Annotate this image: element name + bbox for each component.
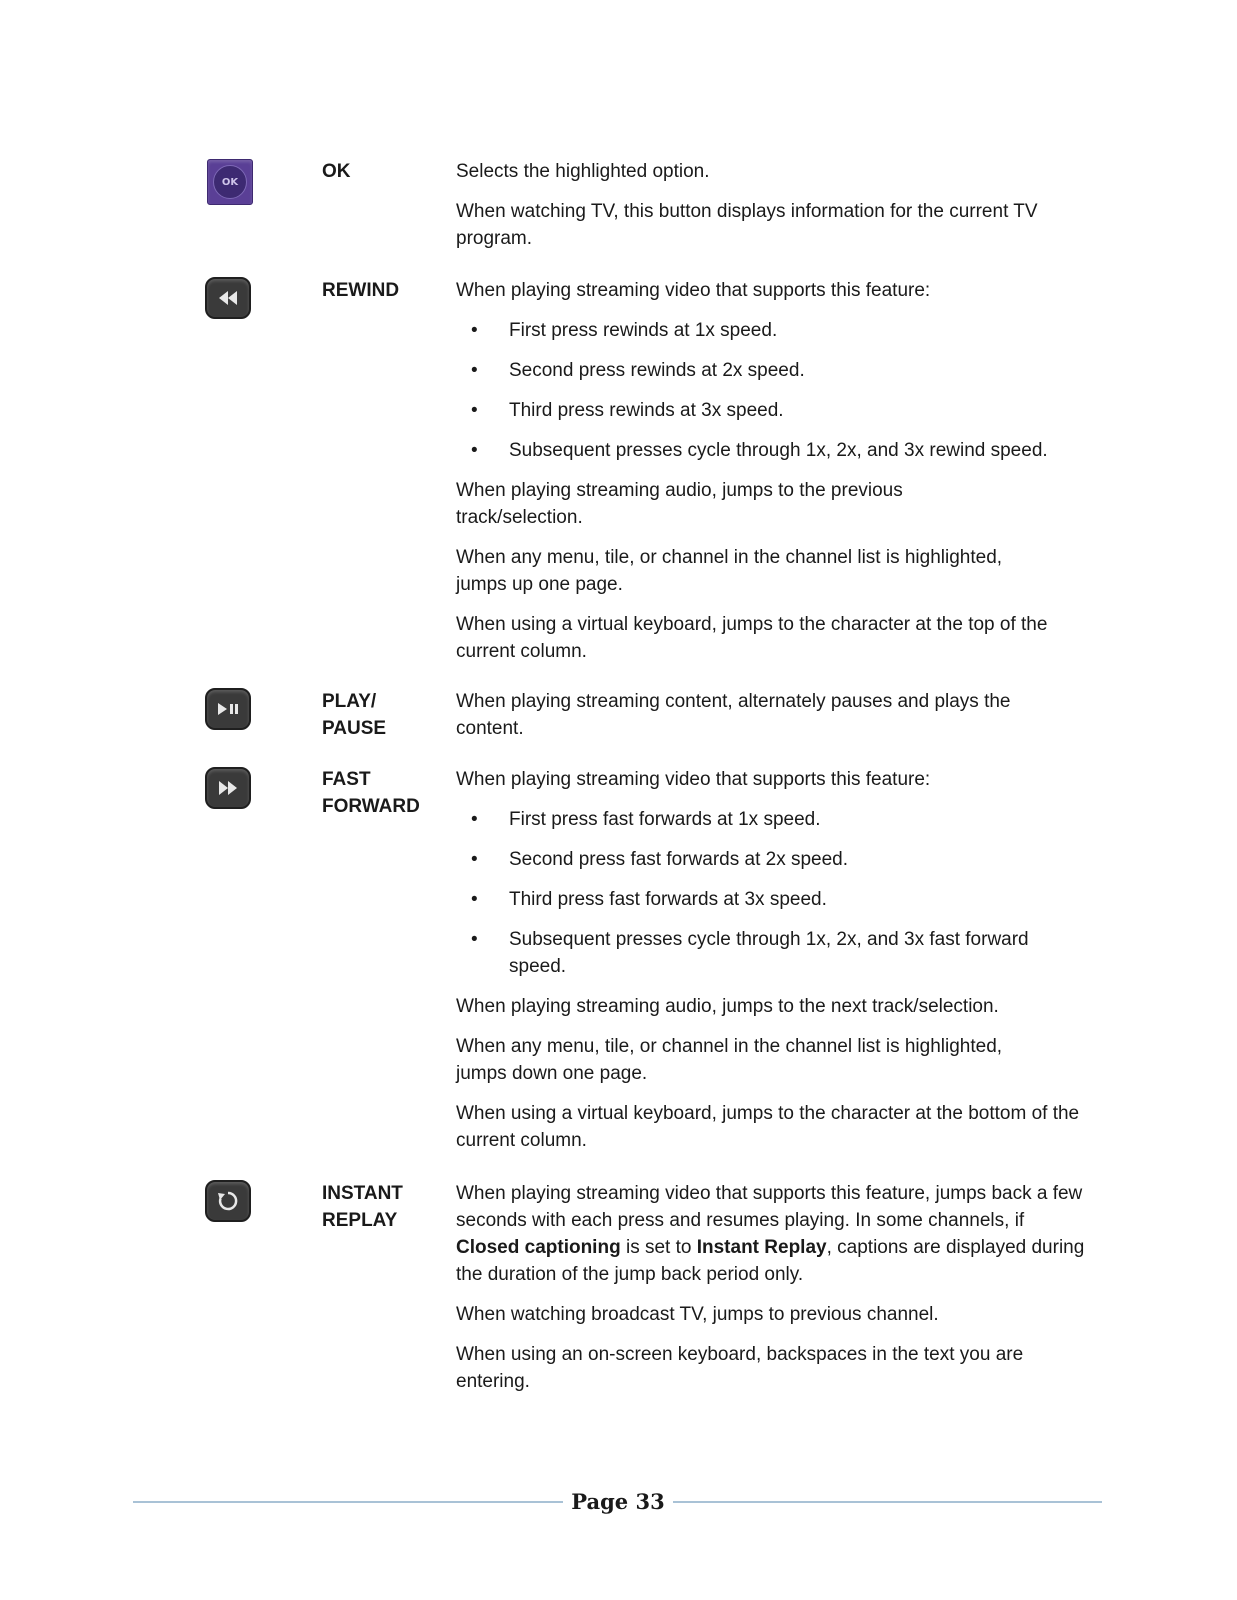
entry-description: [456, 766, 1091, 1167]
label-line: INSTANT: [322, 1183, 403, 1204]
list-item: • Second press fast forwards at 2x speed.: [456, 846, 1091, 873]
list-item: • Third press fast forwards at 3x speed.: [456, 886, 1091, 913]
label-line: PLAY/: [322, 691, 377, 712]
list-item: • Subsequent presses cycle through 1x, 2x, and 3x rewind speed.: [456, 437, 1091, 464]
paragraph: When using an on-screen keyboard, backspaces in the text you are entering.: [456, 1344, 1024, 1392]
paragraph: When watching broadcast TV, jumps to previous channel.: [456, 1304, 939, 1325]
paragraph: When any menu, tile, or channel in the channel list is highlighted, jumps down one page.: [456, 1036, 1003, 1084]
paragraph: When any menu, tile, or channel in the channel list is highlighted, jumps up one page.: [456, 547, 1003, 595]
paragraph: When playing streaming video that supports this feature:: [456, 769, 931, 790]
entry-description: [456, 277, 1091, 678]
bold-text: Closed captioning: [456, 1237, 621, 1258]
paragraph: When watching TV, this button displays information for the current TV program.: [456, 201, 1038, 249]
entry-label: OK: [322, 161, 351, 182]
paragraph: When using a virtual keyboard, jumps to the character at the bottom of the current column.: [456, 1103, 1080, 1151]
text: When playing streaming video that supports this feature, jumps back a few seconds with each press and resumes playing. In some channels, if: [456, 1183, 1083, 1231]
list-item: • First press rewinds at 1x speed.: [456, 317, 1091, 344]
entry-label: REWIND: [322, 280, 400, 301]
fast-forward-icon: [205, 767, 251, 809]
bullet-list: [456, 317, 1091, 464]
ok-icon: [207, 159, 253, 205]
paragraph: When playing streaming video that supports this feature:: [456, 280, 931, 301]
entry-description: [456, 688, 1091, 755]
ok-icon-label: OK: [213, 165, 247, 199]
list-item: • First press fast forwards at 1x speed.: [456, 806, 1091, 833]
label-line: FAST: [322, 769, 371, 790]
entry-label: [322, 766, 442, 820]
text: is set to: [620, 1237, 697, 1258]
paragraph: When playing streaming audio, jumps to the next track/selection.: [456, 996, 999, 1017]
label-line: PAUSE: [322, 718, 387, 739]
label-line: FORWARD: [322, 796, 420, 817]
entry-label: [322, 1180, 442, 1234]
text: , captions are displayed during the duration of the jump back period only.: [456, 1237, 1085, 1285]
bullet-list: [456, 806, 1091, 980]
label-line: REPLAY: [322, 1210, 398, 1231]
entry-label: [322, 688, 442, 742]
list-item: • Subsequent presses cycle through 1x, 2x, and 3x fast forward speed.: [456, 926, 1039, 980]
play-pause-icon: [205, 688, 251, 730]
instant-replay-icon: [205, 1180, 251, 1222]
paragraph: When using a virtual keyboard, jumps to the character at the top of the current column.: [456, 614, 1048, 662]
page-number: Page 33: [571, 1489, 665, 1514]
paragraph: When playing streaming audio, jumps to the previous track/selection.: [456, 480, 903, 528]
paragraph: Selects the highlighted option.: [456, 161, 710, 182]
footer-rule-right: [673, 1501, 1102, 1503]
paragraph: [456, 1180, 1091, 1288]
list-item: • Second press rewinds at 2x speed.: [456, 357, 1091, 384]
entry-description: [456, 158, 1091, 265]
paragraph: When playing streaming content, alternately pauses and plays the content.: [456, 691, 1011, 739]
bold-text: Instant Replay: [696, 1237, 827, 1258]
footer-rule-left: [133, 1501, 563, 1503]
page-footer: [133, 1487, 1102, 1517]
list-item: • Third press rewinds at 3x speed.: [456, 397, 1091, 424]
rewind-icon: [205, 277, 251, 319]
entry-description: [456, 1180, 1091, 1408]
